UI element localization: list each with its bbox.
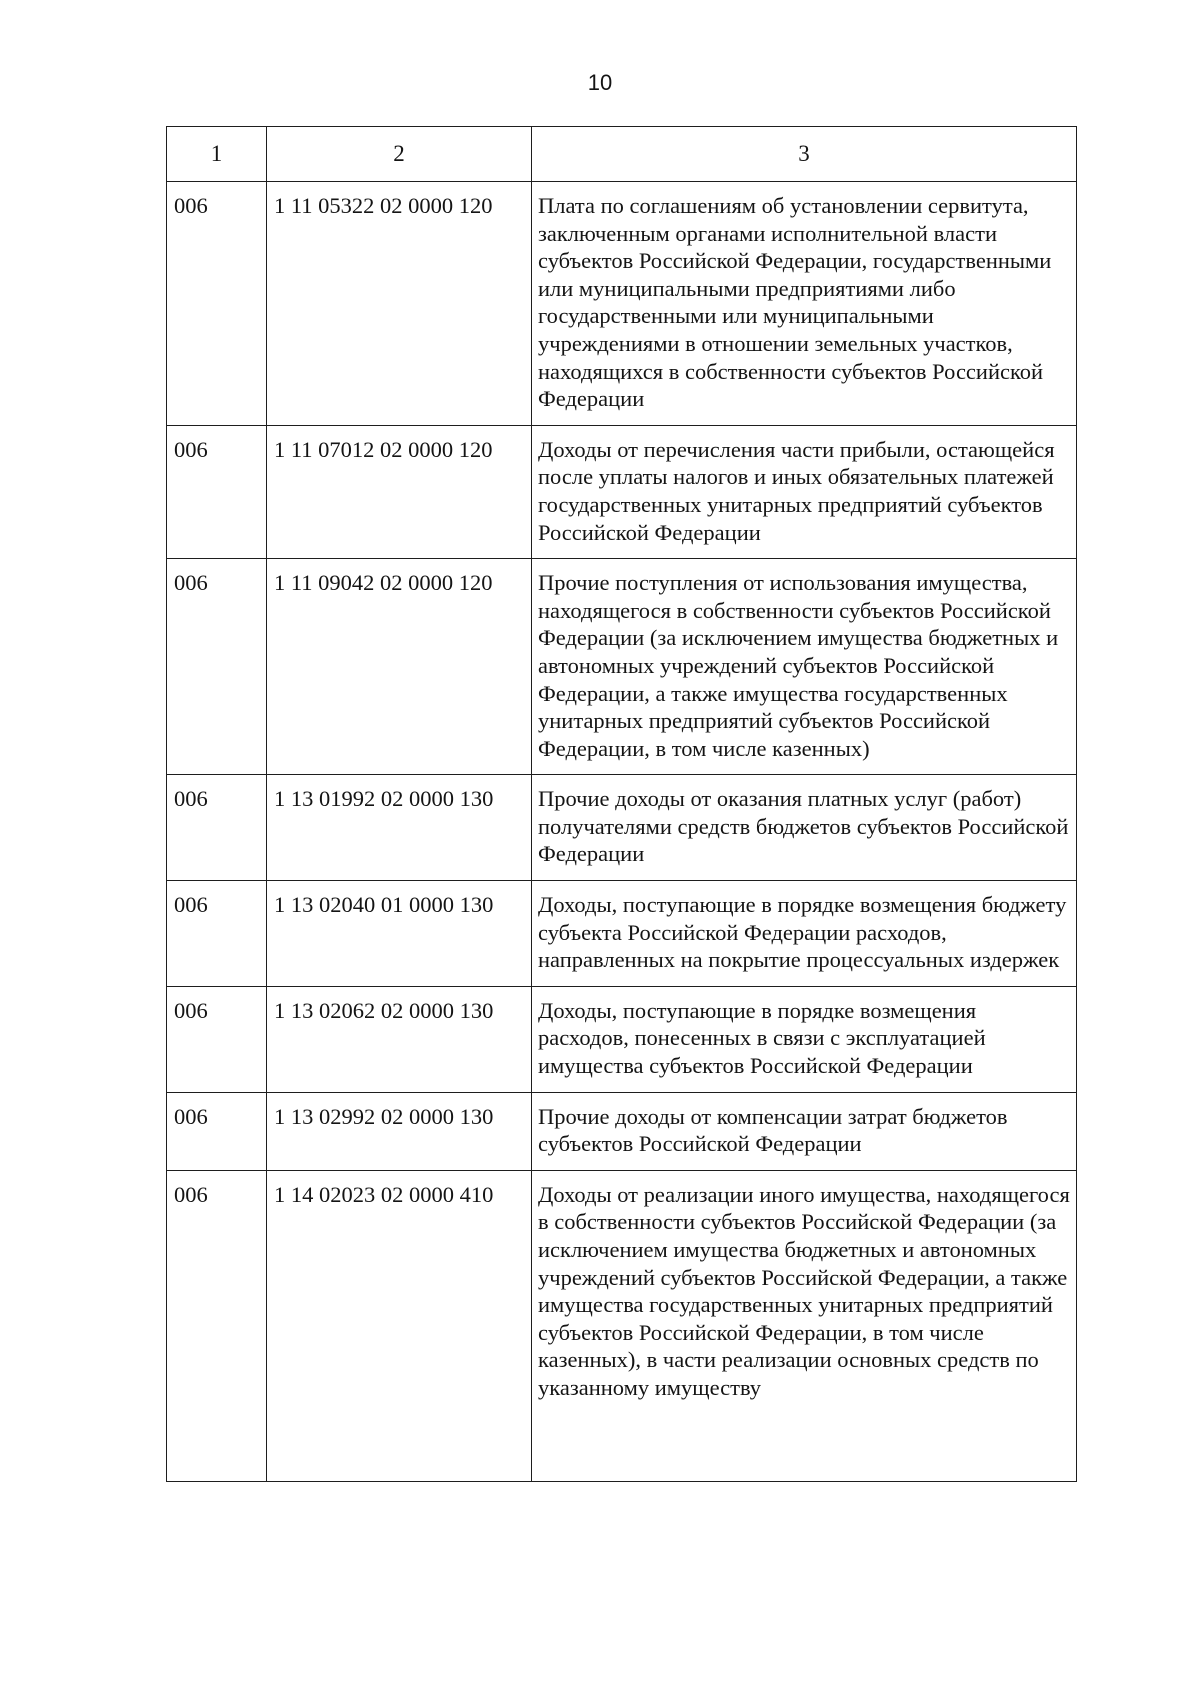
table-row — [167, 1170, 1077, 1481]
revenue-code-cell: 1 13 02992 02 0000 130 — [267, 1092, 532, 1170]
revenue-description-cell: Прочие доходы от компенсации затрат бюджетов субъектов Российской Федерации — [532, 1092, 1077, 1170]
admin-code-cell: 006 — [167, 881, 267, 987]
table-row — [167, 182, 1077, 426]
revenue-code-cell: 1 11 09042 02 0000 120 — [267, 559, 532, 775]
admin-code-cell: 006 — [167, 775, 267, 881]
page-number: 10 — [587, 70, 613, 95]
revenue-description-cell: Прочие поступления от использования имущества, находящегося в собственности субъектов Российской Федерации (за исключением имущества бюджетных и автономных учреждений субъектов Российской Федерации, а также имущества государственных унитарных предприятий субъектов Российской Федерации, в том числе казенных) — [532, 559, 1077, 775]
admin-code-cell: 006 — [167, 1170, 267, 1481]
revenue-code-cell: 1 11 07012 02 0000 120 — [267, 425, 532, 558]
table-row — [167, 775, 1077, 881]
column-header-3: 3 — [532, 127, 1077, 182]
column-header-2: 2 — [267, 127, 532, 182]
admin-code-cell: 006 — [167, 182, 267, 426]
revenue-description-cell: Доходы, поступающие в порядке возмещения расходов, понесенных в связи с эксплуатацией имущества субъектов Российской Федерации — [532, 986, 1077, 1092]
table-row — [167, 986, 1077, 1092]
column-header-1: 1 — [167, 127, 267, 182]
table-row — [167, 559, 1077, 775]
admin-code-cell: 006 — [167, 559, 267, 775]
revenue-description-cell: Прочие доходы от оказания платных услуг (работ) получателями средств бюджетов субъектов Российской Федерации — [532, 775, 1077, 881]
revenue-code-cell: 1 11 05322 02 0000 120 — [267, 182, 532, 426]
revenue-description-cell: Доходы от реализации иного имущества, находящегося в собственности субъектов Российской Федерации (за исключением имущества бюджетных и автономных учреждений субъектов Российской Федерации, а также имущества государственных унитарных предприятий субъектов Российской Федерации, в том числе казенных), в части реализации основных средств по указанному имуществу — [532, 1170, 1077, 1481]
revenue-description-cell: Доходы, поступающие в порядке возмещения бюджету субъекта Российской Федерации расходов, направленных на покрытие процессуальных издержек — [532, 881, 1077, 987]
revenue-codes-table — [166, 126, 1077, 1482]
table-row — [167, 1092, 1077, 1170]
revenue-code-cell: 1 13 02040 01 0000 130 — [267, 881, 532, 987]
admin-code-cell: 006 — [167, 425, 267, 558]
revenue-description-cell: Плата по соглашениям об установлении сервитута, заключенным органами исполнительной власти субъектов Российской Федерации, государственными или муниципальными предприятиями либо государственными или муниципальными учреждениями в отношении земельных участков, находящихся в собственности субъектов Российской Федерации — [532, 182, 1077, 426]
revenue-code-cell: 1 14 02023 02 0000 410 — [267, 1170, 532, 1481]
table-row — [167, 425, 1077, 558]
table-header-row — [167, 127, 1077, 182]
table-row — [167, 881, 1077, 987]
admin-code-cell: 006 — [167, 986, 267, 1092]
revenue-description-cell: Доходы от перечисления части прибыли, остающейся после уплаты налогов и иных обязательных платежей государственных унитарных предприятий субъектов Российской Федерации — [532, 425, 1077, 558]
revenue-code-cell: 1 13 02062 02 0000 130 — [267, 986, 532, 1092]
admin-code-cell: 006 — [167, 1092, 267, 1170]
revenue-code-cell: 1 13 01992 02 0000 130 — [267, 775, 532, 881]
